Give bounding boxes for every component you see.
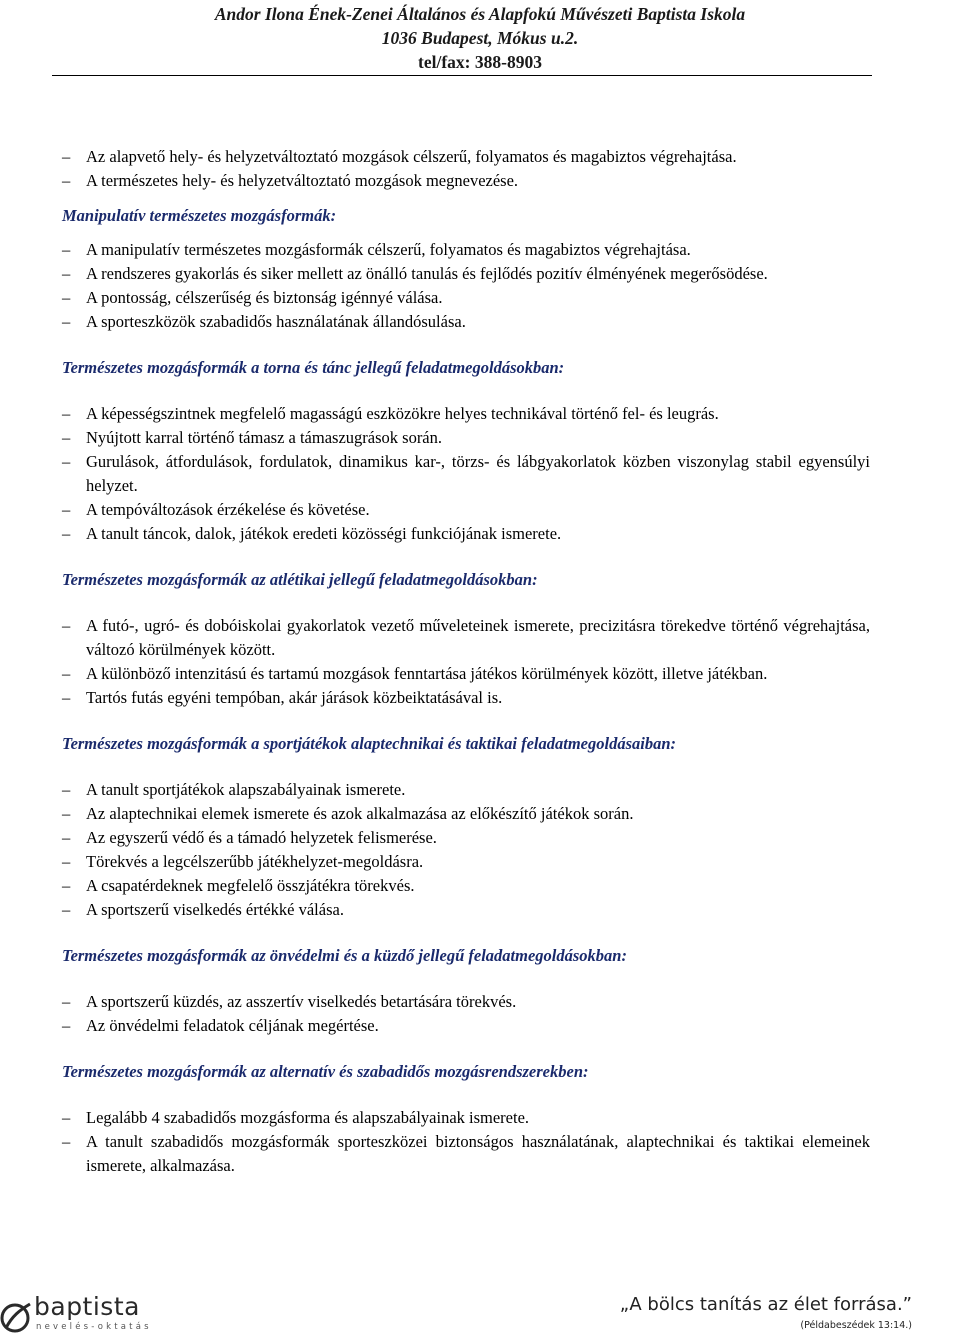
- list-item: – A sporteszközök szabadidős használatának állandósulása.: [62, 310, 870, 334]
- bullet-list: [62, 778, 870, 922]
- logo-wordmark: baptista: [34, 1292, 140, 1321]
- list-item: – A tanult táncok, dalok, játékok eredeti közösségi funkciójának ismerete.: [62, 522, 870, 546]
- list-item: – A futó-, ugró- és dobóiskolai gyakorlatok vezető műveleteinek ismerete, precizitásra törekedve történő végrehajtása, változó körülmények között.: [62, 614, 870, 662]
- school-address: 1036 Budapest, Mókus u.2.: [381, 28, 579, 48]
- section-heading: Természetes mozgásformák az alternatív és szabadidős mozgásrendszerekben:: [62, 1062, 589, 1081]
- section-heading: Természetes mozgásformák a torna és tánc jellegű feladatmegoldásokban:: [62, 358, 565, 377]
- header-divider: [52, 75, 872, 76]
- list-item: – Gurulások, átfordulások, fordulatok, dinamikus kar-, törzs- és lábgyakorlatok közben viszonylag stabil egyensúlyi helyzet.: [62, 450, 870, 498]
- list-item: – A pontosság, célszerűség és biztonság igénnyé válása.: [62, 286, 870, 310]
- list-item: – Az alapvető hely- és helyzetváltoztató mozgások célszerű, folyamatos és magabiztos végrehajtása.: [62, 145, 870, 169]
- section-heading: Természetes mozgásformák az atlétikai jellegű feladatmegoldásokban:: [62, 570, 538, 589]
- list-item: – A csapatérdeknek megfelelő összjátékra törekvés.: [62, 874, 870, 898]
- page-header: [0, 2, 960, 74]
- list-item: – Az alaptechnikai elemek ismerete és azok alkalmazása az előkészítő játékok során.: [62, 802, 870, 826]
- list-item: – Törekvés a legcélszerűbb játékhelyzet-megoldásra.: [62, 850, 870, 874]
- list-item: – A sportszerű viselkedés értékké válása.: [62, 898, 870, 922]
- list-item: – A sportszerű küzdés, az asszertív viselkedés betartására törekvés.: [62, 990, 870, 1014]
- bullet-list: [62, 990, 870, 1038]
- bullet-list: [62, 145, 870, 193]
- list-item: – Nyújtott karral történő támasz a támaszugrások során.: [62, 426, 870, 450]
- bullet-list: [62, 614, 870, 710]
- baptista-logo: [0, 1292, 160, 1336]
- footer-quote-reference: (Példabeszédek 13:14.): [800, 1320, 912, 1331]
- school-phone: tel/fax: 388-8903: [418, 52, 542, 72]
- list-item: – A manipulatív természetes mozgásformák célszerű, folyamatos és magabiztos végrehajtása.: [62, 238, 870, 262]
- baptista-logo-icon: [0, 1298, 32, 1336]
- page-footer: [0, 1290, 960, 1337]
- list-item: – Az önvédelmi feladatok céljának megértése.: [62, 1014, 870, 1038]
- list-item: – A különböző intenzitású és tartamú mozgások fenntartása játékos körülmények között, illetve játékban.: [62, 662, 870, 686]
- bullet-list: [62, 402, 870, 546]
- school-name: Andor Ilona Ének-Zenei Általános és Alapfokú Művészeti Baptista Iskola: [214, 4, 746, 24]
- section-heading: Manipulatív természetes mozgásformák:: [62, 206, 337, 225]
- list-item: – Tartós futás egyéni tempóban, akár járások közbeiktatásával is.: [62, 686, 870, 710]
- document-body: [62, 145, 870, 1178]
- bullet-list: [62, 238, 870, 334]
- list-item: – A tanult sportjátékok alapszabályainak ismerete.: [62, 778, 870, 802]
- footer-quote: „A bölcs tanítás az élet forrása.”: [619, 1294, 912, 1315]
- list-item: – A tempóváltozások érzékelése és követése.: [62, 498, 870, 522]
- list-item: – A természetes hely- és helyzetváltoztató mozgások megnevezése.: [62, 169, 870, 193]
- list-item: – A képességszintnek megfelelő magasságú eszközökre helyes technikával történő fel- és leugrás.: [62, 402, 870, 426]
- list-item: – A tanult szabadidős mozgásformák sporteszközei biztonságos használatának, alaptechnikai és taktikai elemeinek ismerete, alkalmazása.: [62, 1130, 870, 1178]
- section-heading: Természetes mozgásformák a sportjátékok alaptechnikai és taktikai feladatmegoldásaiban:: [62, 734, 677, 753]
- logo-tagline: nevelés-oktatás: [36, 1322, 152, 1332]
- list-item: – A rendszeres gyakorlás és siker mellett az önálló tanulás és fejlődés pozitív élményének megerősödése.: [62, 262, 870, 286]
- list-item: – Legalább 4 szabadidős mozgásforma és alapszabályainak ismerete.: [62, 1106, 870, 1130]
- list-item: – Az egyszerű védő és a támadó helyzetek felismerése.: [62, 826, 870, 850]
- section-heading: Természetes mozgásformák az önvédelmi és a küzdő jellegű feladatmegoldásokban:: [62, 946, 627, 965]
- bullet-list: [62, 1106, 870, 1178]
